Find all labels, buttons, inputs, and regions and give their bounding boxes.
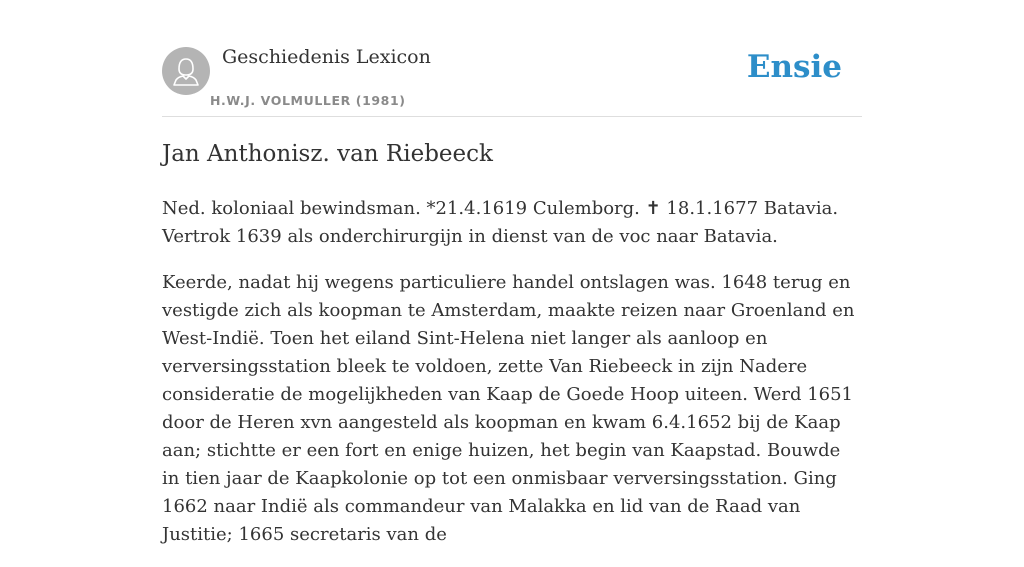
source-title[interactable]: Geschiedenis Lexicon [222, 46, 431, 68]
ensie-logo[interactable]: Ensie [746, 49, 842, 85]
user-silhouette-icon [162, 47, 210, 95]
article-paragraph-1: Ned. koloniaal bewindsman. *21.4.1619 Culemborg. ✝ 18.1.1677 Batavia. Vertrok 1639 als onderchirurgijn in dienst van de voc naar Batavia. [162, 198, 839, 247]
source-header [162, 44, 862, 117]
article [162, 138, 862, 567]
source-author: H.W.J. VOLMULLER (1981) [210, 93, 406, 108]
article-paragraph-2: Keerde, nadat hij wegens particuliere handel ontslagen was. 1648 terug en vestigde zich als koopman te Amsterdam, maakte reizen naar Groenland en West-Indië. Toen het eiland Sint-Helena niet langer als aanloop en verversingsstation bleek te voldoen, zette Van Riebeeck in zijn Nadere consideratie de mogelijkheden van Kaap de Goede Hoop uiteen. Werd 1651 door de Heren xvn aangesteld als koopman en kwam 6.4.1652 bij de Kaap aan; stichtte er een fort en enige huizen, het begin van Kaapstad. Bouwde in tien jaar de Kaapkolonie op tot een onmisbaar verversingsstation. Ging 1662 naar Indië als commandeur van Malakka en lid van de Raad van Justitie; 1665 secretaris van de [162, 272, 855, 545]
article-title: Jan Anthonisz. van Riebeeck [162, 141, 493, 167]
